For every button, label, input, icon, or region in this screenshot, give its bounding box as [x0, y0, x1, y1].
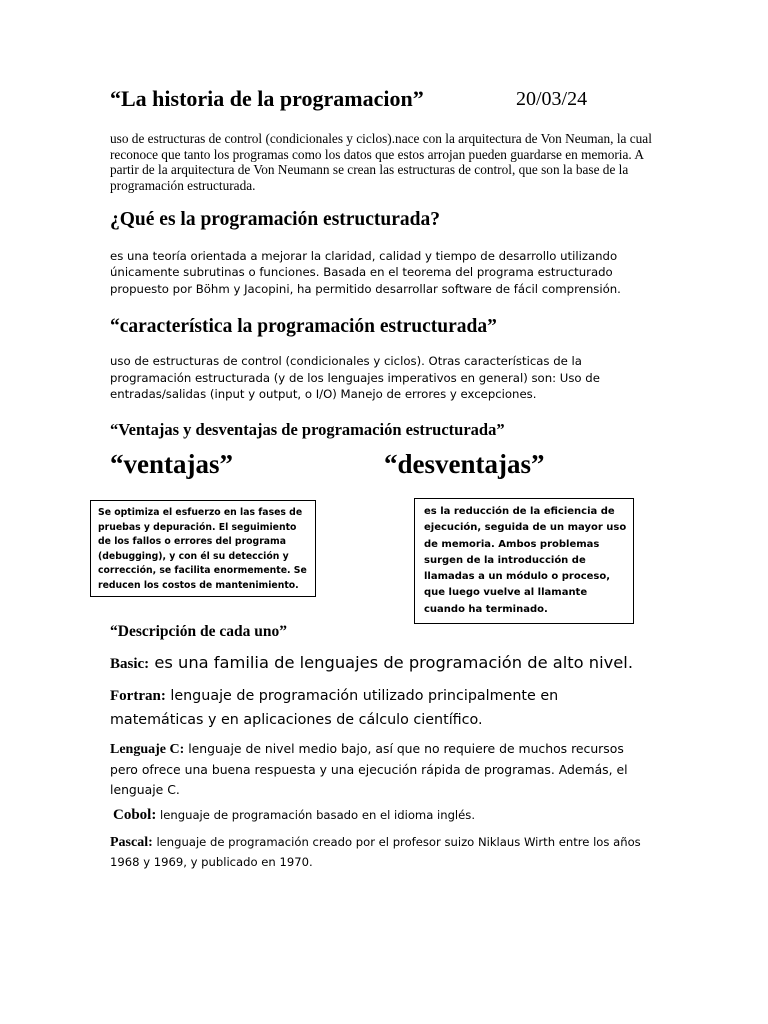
language-term: Basic: — [110, 656, 150, 672]
section-heading-what: ¿Qué es la programación estructurada? — [110, 209, 441, 230]
cons-text-box — [414, 498, 634, 624]
date-label: 20/03/24 — [516, 88, 588, 110]
language-item-cobol — [113, 805, 658, 825]
section-body-what: es una teoría orientada a mejorar la claridad, calidad y tiempo de desarrollo utilizando únicamente subrutinas o funciones. Basada en el teorema del programa estructurado propuesto por Böhm y Jacopini, ha permitido desarrollar software de fácil comprensión. — [110, 249, 621, 296]
language-term: Lenguaje C: — [110, 742, 185, 757]
section-heading-pros-cons: “Ventajas y desventajas de programación estructurada” — [110, 420, 505, 439]
language-desc: lenguaje de programación basado en el idioma inglés. — [156, 808, 476, 822]
language-item-pascal — [110, 833, 655, 872]
intro-paragraph: uso de estructuras de control (condicionales y ciclos).nace con la arquitectura de Von Neuman, la cual reconoce que tanto los programas como los datos que estos arrojan pueden guardarse en memoria. A partir de la arquitectura de Von Neumann se crean las estructuras de control, que son la base de la programación estructurada. — [110, 131, 652, 193]
language-desc: lenguaje de programación utilizado principalmente en matemáticas y en aplicaciones de cálculo científico. — [110, 688, 559, 728]
language-desc: lenguaje de programación creado por el profesor suizo Niklaus Wirth entre los años 1968 y 1969, y publicado en 1970. — [110, 835, 641, 869]
section-heading-languages: “Descripción de cada uno” — [110, 623, 287, 640]
pros-text: Se optimiza el esfuerzo en las fases de pruebas y depuración. El seguimiento de los fallos o errores del programa (debugging), y con él su detección y corrección, se facilita enormemente. Se reducen los costos de mantenimiento. — [98, 507, 307, 591]
pros-text-box — [90, 500, 316, 597]
language-term: Cobol: — [113, 807, 157, 823]
pros-heading: “ventajas” — [110, 449, 233, 479]
language-term: Fortran: — [110, 688, 166, 704]
cons-heading: “desventajas” — [384, 449, 545, 479]
section-heading-features: “característica la programación estructurada” — [110, 316, 497, 337]
section-body-features: uso de estructuras de control (condicionales y ciclos). Otras características de la programación estructurada (y de los lenguajes imperativos en general) son: Uso de entradas/salidas (input y output, o I/O) Manejo de errores y excepciones. — [110, 354, 600, 402]
language-item-c — [110, 739, 655, 800]
page-title: “La historia de la programacion” — [110, 86, 424, 111]
language-term: Pascal: — [110, 835, 153, 850]
language-item-basic — [110, 651, 670, 676]
language-item-fortran — [110, 684, 650, 732]
cons-text: es la reducción de la eficiencia de ejecución, seguida de un mayor uso de memoria. Ambos problemas surgen de la introducción de llamadas a un módulo o proceso, que luego vuelve al llamante cuando ha terminado. — [424, 506, 627, 615]
language-desc: es una familia de lenguajes de programación de alto nivel. — [149, 653, 633, 672]
language-desc: lenguaje de nivel medio bajo, así que no requiere de muchos recursos pero ofrece una buena respuesta y una ejecución rápida de programas. Además, el lenguaje C. — [110, 741, 628, 797]
